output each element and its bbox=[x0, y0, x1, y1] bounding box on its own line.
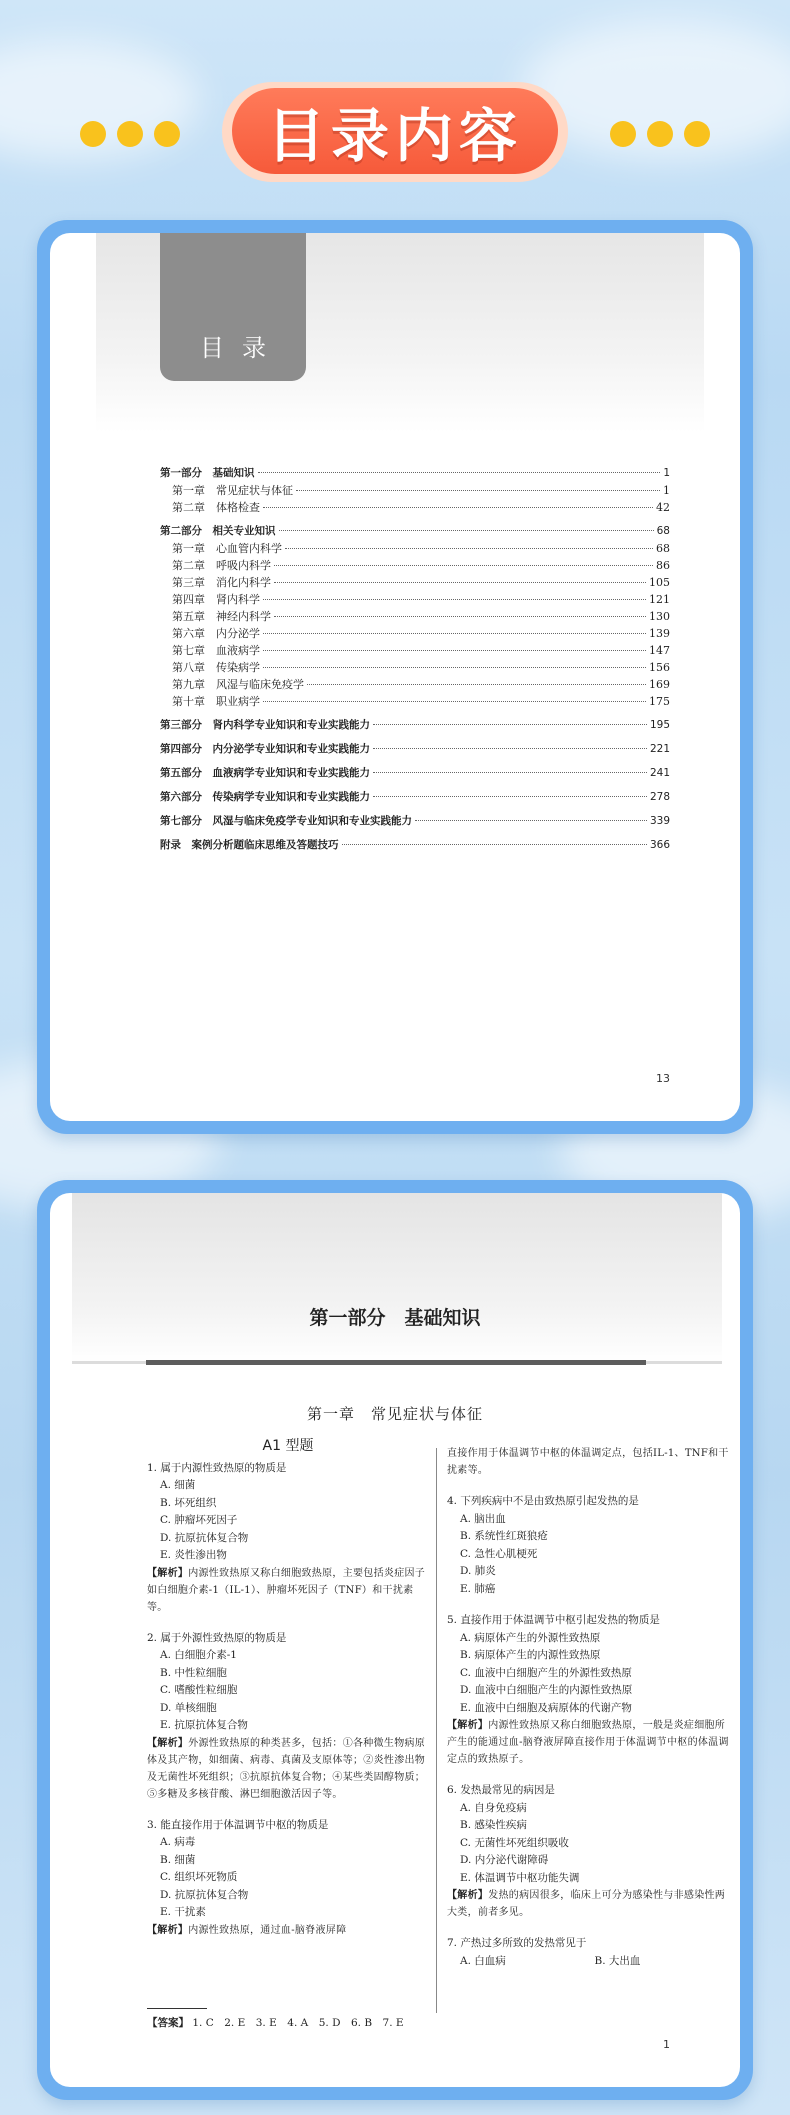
answer-option: D. 抗原抗体复合物 bbox=[160, 1888, 249, 1901]
answer-option: D. 抗原抗体复合物 bbox=[160, 1531, 249, 1544]
toc-chapter-entry bbox=[160, 482, 670, 499]
toc-part-entry bbox=[160, 465, 670, 482]
question-block bbox=[147, 1460, 429, 1616]
answer-option: C. 组织坏死物质 bbox=[160, 1871, 238, 1883]
toc-leader-dots bbox=[274, 616, 646, 617]
toc-part-entry bbox=[160, 837, 670, 854]
answer-option: E. 炎性渗出物 bbox=[160, 1549, 227, 1561]
toc-tab-label: 目录 bbox=[200, 334, 284, 362]
decorative-dot bbox=[117, 121, 143, 147]
toc-chapter-entry bbox=[160, 693, 670, 710]
toc-leader-dots bbox=[263, 633, 646, 634]
toc-entry-label: 第五部分 血液病学专业知识和专业实践能力 bbox=[160, 767, 370, 779]
left-column bbox=[147, 1438, 429, 1953]
answer-option: B. 中性粒细胞 bbox=[160, 1666, 227, 1679]
toc-leader-dots bbox=[285, 548, 653, 549]
toc-page bbox=[50, 233, 740, 1121]
toc-entry-page: 130 bbox=[649, 610, 670, 623]
toc-leader-dots bbox=[373, 748, 647, 749]
question-block bbox=[447, 1612, 729, 1768]
toc-entry-label: 第一章 心血管内科学 bbox=[172, 542, 282, 555]
answer-option: E. 干扰素 bbox=[160, 1906, 206, 1918]
toc-spacer bbox=[160, 758, 670, 765]
decorative-dot bbox=[684, 121, 710, 147]
toc-entry-label: 第五章 神经内科学 bbox=[172, 610, 271, 623]
toc-spacer bbox=[160, 734, 670, 741]
toc-leader-dots bbox=[274, 582, 646, 583]
toc-entry-page: 139 bbox=[649, 627, 670, 640]
content-page bbox=[50, 1193, 740, 2087]
toc-entry-page: 1 bbox=[663, 467, 670, 479]
toc-tab bbox=[160, 233, 306, 381]
answer-option: C. 嗜酸性粒细胞 bbox=[160, 1684, 238, 1696]
answer-option: D. 血液中白细胞产生的内源性致热原 bbox=[460, 1684, 633, 1696]
toc-entry-page: 175 bbox=[649, 695, 670, 708]
question-stem: 5. 直接作用于体温调节中枢引起发热的物质是 bbox=[447, 1614, 660, 1626]
analysis-label: 【解析】 bbox=[147, 1737, 189, 1749]
answer-option: B. 感染性疾病 bbox=[460, 1819, 527, 1831]
analysis-label: 【解析】 bbox=[447, 1720, 489, 1731]
question-stem: 7. 产热过多所致的发热常见于 bbox=[447, 1937, 587, 1949]
toc-chapter-entry bbox=[160, 591, 670, 608]
answer-option: C. 血液中白细胞产生的外源性致热原 bbox=[460, 1666, 632, 1679]
answer-label: 【答案】 bbox=[147, 2017, 189, 2029]
answer-option: B. 坏死组织 bbox=[160, 1496, 217, 1509]
answer-option: B. 细菌 bbox=[160, 1853, 196, 1866]
toc-leader-dots bbox=[263, 599, 646, 600]
toc-spacer bbox=[160, 710, 670, 717]
answer-key bbox=[147, 2015, 707, 2030]
right-column bbox=[447, 1445, 729, 1984]
analysis bbox=[147, 1565, 429, 1616]
toc-entry-page: 86 bbox=[656, 559, 670, 572]
divider bbox=[147, 2008, 207, 2009]
analysis bbox=[147, 1922, 429, 1939]
page-number: 1 bbox=[663, 2038, 670, 2051]
toc-leader-dots bbox=[415, 820, 647, 821]
toc-spacer bbox=[160, 806, 670, 813]
toc-leader-dots bbox=[373, 772, 647, 773]
question-stem: 1. 属于内源性致热原的物质是 bbox=[147, 1461, 287, 1474]
toc-chapter-entry bbox=[160, 557, 670, 574]
toc-entry-label: 第六章 内分泌学 bbox=[172, 627, 260, 640]
toc-leader-dots bbox=[373, 796, 647, 797]
answer-option: B. 系统性红斑狼疮 bbox=[460, 1530, 548, 1542]
toc-chapter-entry bbox=[160, 676, 670, 693]
toc-part-entry bbox=[160, 717, 670, 734]
page-header-shade bbox=[72, 1193, 722, 1363]
toc-leader-dots bbox=[342, 844, 647, 845]
question-stem: 6. 发热最常见的病因是 bbox=[447, 1784, 555, 1796]
toc-chapter-entry bbox=[160, 608, 670, 625]
question-stem: 2. 属于外源性致热原的物质是 bbox=[147, 1631, 287, 1644]
toc-entry-page: 68 bbox=[656, 542, 670, 555]
part-title: 第一部分 基础知识 bbox=[309, 1307, 481, 1329]
answer-option: A. 病毒 bbox=[160, 1836, 196, 1848]
chapter-title: 第一章 常见症状与体征 bbox=[306, 1405, 483, 1423]
toc-part-entry bbox=[160, 813, 670, 830]
answer-values: 1. C 2. E 3. E 4. A 5. D 6. B 7. E bbox=[192, 2017, 404, 2029]
toc-leader-dots bbox=[274, 565, 653, 566]
content-page-frame bbox=[37, 1180, 753, 2100]
answer-option: D. 肺炎 bbox=[460, 1565, 496, 1577]
question-block bbox=[447, 1493, 729, 1598]
question-block bbox=[447, 1935, 729, 1970]
answer-option: A. 细菌 bbox=[160, 1479, 196, 1491]
toc-entry-label: 第七部分 风湿与临床免疫学专业知识和专业实践能力 bbox=[160, 815, 412, 827]
answer-option: B. 大出血 bbox=[594, 1954, 641, 1967]
answer-option: C. 肿瘤坏死因子 bbox=[160, 1514, 238, 1526]
analysis bbox=[147, 1735, 429, 1803]
answer-option: E. 体温调节中枢功能失调 bbox=[460, 1871, 580, 1884]
toc-entry-label: 第七章 血液病学 bbox=[172, 644, 260, 657]
analysis-text: 内源性致热原又称白细胞致热原，一般是炎症细胞所产生的能通过血-脑脊液屏障直接作用于体温调节中枢的体温调定点的致热原子。 bbox=[447, 1720, 729, 1765]
answer-option: C. 无菌性坏死组织吸收 bbox=[460, 1836, 569, 1849]
question-stem: 4. 下列疾病中不是由致热原引起发热的是 bbox=[447, 1495, 639, 1507]
toc-entry-label: 第二章 体格检查 bbox=[172, 501, 260, 514]
answer-option: B. 病原体产生的内源性致热原 bbox=[460, 1649, 601, 1661]
toc-entry-page: 42 bbox=[656, 501, 670, 514]
analysis-label: 【解析】 bbox=[447, 1890, 489, 1901]
header-banner bbox=[0, 0, 790, 200]
toc-entry-page: 105 bbox=[649, 576, 670, 589]
toc-spacer bbox=[160, 830, 670, 837]
toc-spacer bbox=[160, 782, 670, 789]
answer-option: A. 白细胞介素-1 bbox=[160, 1649, 237, 1661]
page-number: 13 bbox=[656, 1072, 670, 1085]
toc-leader-dots bbox=[296, 490, 660, 491]
toc-leader-dots bbox=[258, 472, 661, 473]
toc-entry-label: 第八章 传染病学 bbox=[172, 661, 260, 674]
divider bbox=[146, 1360, 646, 1365]
toc-entry-page: 121 bbox=[649, 593, 670, 606]
analysis-text: 内源性致热原，通过血-脑脊液屏障 bbox=[188, 1924, 347, 1936]
question-block bbox=[147, 1817, 429, 1939]
toc-chapter-entry bbox=[160, 499, 670, 516]
decorative-dot bbox=[647, 121, 673, 147]
toc-spacer bbox=[160, 516, 670, 523]
toc-entry-page: 147 bbox=[649, 644, 670, 657]
toc-entry-page: 339 bbox=[649, 815, 670, 827]
answer-option: A. 自身免疫病 bbox=[460, 1801, 527, 1814]
decorative-dot bbox=[610, 121, 636, 147]
toc-entry-label: 第二章 呼吸内科学 bbox=[172, 559, 271, 572]
toc-entry-label: 第三章 消化内科学 bbox=[172, 576, 271, 589]
column-divider bbox=[436, 1448, 437, 2013]
answer-option: E. 肺癌 bbox=[460, 1582, 496, 1595]
toc-chapter-entry bbox=[160, 642, 670, 659]
toc-part-entry bbox=[160, 789, 670, 806]
toc-entry-label: 第一部分 基础知识 bbox=[160, 467, 255, 479]
toc-chapter-entry bbox=[160, 540, 670, 557]
answer-option: A. 病原体产生的外源性致热原 bbox=[460, 1631, 601, 1644]
toc-entry-label: 第六部分 传染病学专业知识和专业实践能力 bbox=[160, 791, 370, 803]
toc-entry-page: 1 bbox=[663, 484, 670, 497]
toc-entry-label: 第九章 风湿与临床免疫学 bbox=[172, 678, 304, 691]
toc-part-entry bbox=[160, 765, 670, 782]
toc-entry-label: 第四章 肾内科学 bbox=[172, 593, 260, 606]
answer-option: C. 急性心肌梗死 bbox=[460, 1547, 538, 1560]
analysis-text: 外源性致热原的种类甚多，包括：①各种微生物病原体及其产物，如细菌、病毒、真菌及支原体等；②炎性渗出物及无菌性坏死组织；③抗原抗体复合物；④某些类固醇物质；⑤多糖及多核苷酸、淋巴细胞激活因子等。 bbox=[147, 1737, 426, 1800]
toc-entry-page: 241 bbox=[649, 767, 670, 779]
toc-leader-dots bbox=[263, 507, 653, 508]
toc-entry-label: 第十章 职业病学 bbox=[172, 695, 260, 708]
question-block bbox=[447, 1782, 729, 1921]
toc-entry-label: 第四部分 内分泌学专业知识和专业实践能力 bbox=[160, 743, 370, 755]
answer-option: A. 白血病 bbox=[460, 1954, 506, 1967]
analysis bbox=[447, 1887, 729, 1921]
toc-entry-label: 第一章 常见症状与体征 bbox=[172, 484, 293, 497]
analysis-label: 【解析】 bbox=[147, 1567, 189, 1579]
decorative-dot bbox=[80, 121, 106, 147]
toc-entry-page: 278 bbox=[649, 791, 670, 803]
title-pill bbox=[232, 88, 558, 174]
toc-entry-label: 第二部分 相关专业知识 bbox=[160, 525, 276, 537]
toc-leader-dots bbox=[263, 667, 646, 668]
toc-entry-page: 169 bbox=[649, 678, 670, 691]
toc-entry-label: 附录 案例分析题临床思维及答题技巧 bbox=[160, 839, 339, 851]
analysis-text: 内源性致热原又称白细胞致热原，主要包括炎症因子如白细胞介素-1（IL-1）、肿瘤坏死因子（TNF）和干扰素等。 bbox=[147, 1567, 426, 1613]
answer-option: D. 单核细胞 bbox=[160, 1701, 217, 1714]
toc-leader-dots bbox=[263, 650, 646, 651]
toc-entry-page: 195 bbox=[649, 719, 670, 731]
analysis-text: 发热的病因很多，临床上可分为感染性与非感染性两大类，前者多见。 bbox=[447, 1890, 726, 1918]
toc-page-frame bbox=[37, 220, 753, 1134]
analysis bbox=[447, 1717, 729, 1768]
toc-entry-page: 156 bbox=[649, 661, 670, 674]
toc-chapter-entry bbox=[160, 625, 670, 642]
toc-chapter-entry bbox=[160, 659, 670, 676]
question-stem: 3. 能直接作用于体温调节中枢的物质是 bbox=[147, 1818, 329, 1831]
toc-part-entry bbox=[160, 741, 670, 758]
answer-option-row bbox=[447, 1953, 729, 1971]
toc-entry-page: 68 bbox=[656, 525, 670, 537]
toc-leader-dots bbox=[263, 701, 646, 702]
section-heading: A1 型题 bbox=[262, 1438, 314, 1454]
toc-entry-page: 221 bbox=[649, 743, 670, 755]
answer-option: D. 内分泌代谢障碍 bbox=[460, 1854, 549, 1866]
analysis-continued: 直接作用于体温调节中枢的体温调定点，包括IL-1、TNF和干扰素等。 bbox=[447, 1448, 729, 1476]
toc-entry-label: 第三部分 肾内科学专业知识和专业实践能力 bbox=[160, 719, 370, 731]
toc-entry-page: 366 bbox=[649, 839, 670, 851]
analysis-label: 【解析】 bbox=[147, 1924, 189, 1936]
answer-option: E. 抗原抗体复合物 bbox=[160, 1719, 248, 1731]
toc-part-entry bbox=[160, 523, 670, 540]
question-block bbox=[147, 1630, 429, 1803]
answer-option: E. 血液中白细胞及病原体的代谢产物 bbox=[460, 1701, 632, 1714]
table-of-contents bbox=[160, 465, 670, 854]
toc-leader-dots bbox=[307, 684, 646, 685]
answer-option: A. 脑出血 bbox=[460, 1512, 506, 1525]
decorative-dot bbox=[154, 121, 180, 147]
toc-chapter-entry bbox=[160, 574, 670, 591]
toc-leader-dots bbox=[279, 530, 654, 531]
toc-leader-dots bbox=[373, 724, 647, 725]
page-title: 目录内容 bbox=[266, 102, 523, 170]
